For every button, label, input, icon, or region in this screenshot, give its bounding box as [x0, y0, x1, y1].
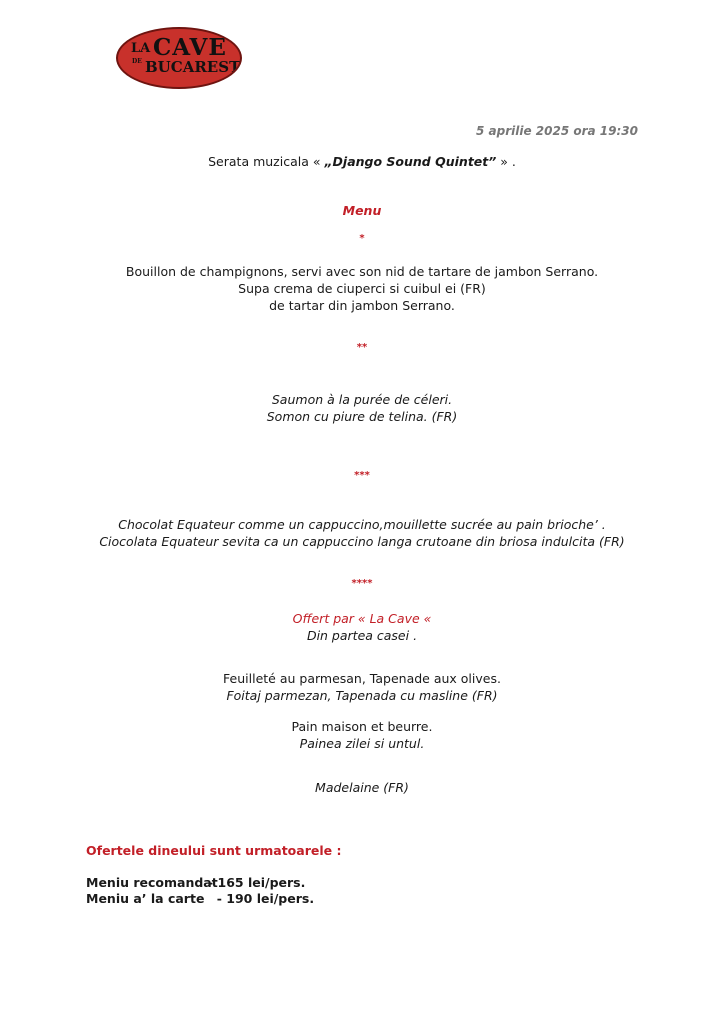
course-1-line-ro: Supa crema de ciuperci si cuibul ei (FR) — [238, 281, 486, 296]
course-3-line-ro: Ciocolata Equateur sevita ca un cappuccino langa crutoane din briosa indulcita (FR) — [99, 534, 625, 549]
course-1-stars: * — [359, 233, 365, 244]
offert-item-1 — [0, 670, 724, 704]
event-suffix: » . — [496, 154, 516, 169]
logo-de: DE — [132, 58, 142, 65]
menu-title: Menu — [342, 203, 382, 218]
course-2 — [0, 391, 724, 425]
course-2-line-fr: Saumon à la purée de céleri. — [271, 392, 453, 407]
offert-item-1-ro: Foitaj parmezan, Tapenada cu masline (FR) — [226, 688, 498, 703]
offert-item-1-fr: Feuilleté au parmesan, Tapenade aux olives. — [223, 671, 501, 686]
course-1-line-ro-2: de tartar din jambon Serrano. — [269, 298, 455, 313]
price-row — [86, 891, 314, 907]
course-2-stars: ** — [356, 342, 368, 353]
course-3 — [0, 516, 724, 550]
offert-item-2-fr: Pain maison et beurre. — [291, 719, 433, 734]
price-value: - 190 lei/pers. — [208, 891, 315, 906]
offert-title: Offert par « La Cave « — [292, 611, 432, 626]
course-4-stars: **** — [351, 578, 373, 589]
offert-item-2-ro: Painea zilei si untul. — [299, 736, 425, 751]
course-1-line-fr: Bouillon de champignons, servi avec son nid de tartare de jambon Serrano. — [125, 264, 599, 279]
logo-city: BUCAREST — [145, 58, 241, 76]
price-name: Meniu a’ la carte — [86, 891, 205, 906]
offert-subtitle: Din partea casei . — [306, 628, 418, 643]
course-1 — [0, 263, 724, 314]
offert-item-3: Madelaine (FR) — [315, 780, 409, 795]
price-value: - 165 lei/pers. — [208, 875, 306, 890]
event-prefix: Serata muzicala « — [208, 154, 325, 169]
price-row — [86, 875, 314, 891]
course-3-stars: *** — [354, 470, 370, 481]
offers-title: Ofertele dineului sunt urmatoarele : — [86, 843, 342, 858]
course-3-line-fr: Chocolat Equateur comme un cappuccino,mouillette sucrée au pain brioche’ . — [118, 517, 606, 532]
event-title — [0, 154, 724, 169]
la-cave-logo — [116, 27, 242, 89]
price-list — [86, 875, 314, 907]
course-2-line-ro: Somon cu piure de telina. (FR) — [266, 409, 458, 424]
offert-item-2 — [0, 718, 724, 752]
logo-cave: CAVE — [153, 34, 227, 61]
event-date: 5 aprilie 2025 ora 19:30 — [476, 124, 638, 138]
event-name: „Django Sound Quintet” — [324, 154, 497, 169]
offert-section — [0, 610, 724, 644]
logo-la: LA — [131, 41, 151, 56]
price-name: Meniu recomandat — [86, 875, 218, 890]
